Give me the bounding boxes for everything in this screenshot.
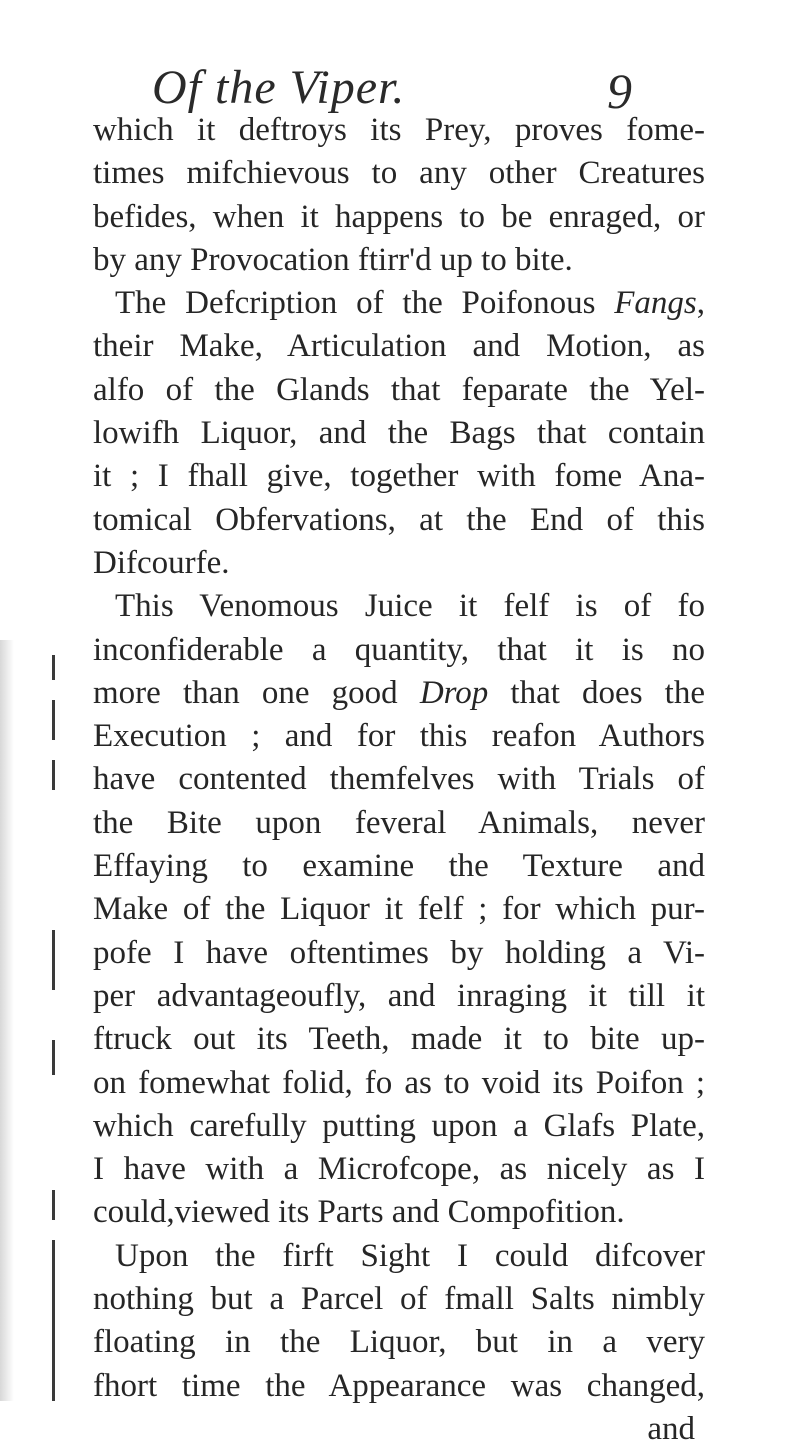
- text-line: could,viewed its Parts and Compofition.: [93, 1194, 625, 1231]
- italic-word-fangs: Fangs: [614, 285, 697, 322]
- text-line: by any Provocation ftirr'd up to bite.: [93, 241, 573, 278]
- text-line: ftruck out its Teeth, made it to bite up-: [93, 1021, 705, 1058]
- text-line: This Venomous Juice it felf is of fo: [115, 588, 705, 625]
- body-text: [93, 109, 705, 1451]
- text-line: it ; I fhall give, together with fome Ana-: [93, 458, 705, 495]
- text-line: tomical Obfervations, at the End of this: [93, 501, 705, 538]
- text-line: Make of the Liquor it felf ; for which pur-: [93, 891, 705, 928]
- text-line: per advantageoufly, and inraging it till it: [93, 977, 705, 1014]
- text-line: floating in the Liquor, but in a very: [93, 1324, 705, 1361]
- text-line: lowifh Liquor, and the Bags that contain: [93, 415, 705, 452]
- text-line: Difcourfe.: [93, 544, 230, 581]
- text-line: times mifchievous to any other Creatures: [93, 155, 705, 192]
- gutter-mark: [52, 700, 55, 740]
- text-line: pofe I have oftentimes by holding a Vi-: [93, 934, 705, 971]
- text-line: nothing but a Parcel of fmall Salts nimbly: [93, 1281, 705, 1318]
- text-line: Upon the firft Sight I could difcover: [115, 1237, 705, 1274]
- text-line: the Bite upon feveral Animals, never: [93, 804, 705, 841]
- gutter-mark: [52, 930, 55, 990]
- gutter-mark: [52, 760, 55, 790]
- text-segment: ,: [696, 285, 706, 322]
- text-line: inconfiderable a quantity, that it is no: [93, 631, 705, 668]
- gutter-mark: [52, 655, 55, 680]
- running-title: Of the Viper.: [152, 61, 406, 114]
- gutter-mark: [52, 1190, 55, 1220]
- text-segment: that does the: [488, 674, 705, 711]
- gutter-mark: [52, 1240, 55, 1401]
- text-line: on fomewhat folid, fo as to void its Poifon ;: [93, 1064, 705, 1101]
- text-line: alfo of the Glands that feparate the Yel-: [93, 371, 705, 408]
- text-line: their Make, Articulation and Motion, as: [93, 328, 705, 365]
- italic-word-drop: Drop: [419, 674, 489, 711]
- text-line: befides, when it happens to be enraged, or: [93, 198, 705, 235]
- text-segment: The Defcription of the Poifonous: [115, 285, 596, 322]
- gutter-mark: [52, 1040, 55, 1075]
- text-line: [93, 282, 705, 325]
- text-line: which carefully putting upon a Glafs Plate,: [93, 1107, 705, 1144]
- page-gutter-shadow: [0, 640, 14, 1401]
- text-line: Effaying to examine the Texture and: [93, 848, 705, 885]
- text-line: Execution ; and for this reafon Authors: [93, 718, 705, 755]
- text-segment: more than one good: [93, 674, 398, 711]
- catchword: and: [647, 1410, 695, 1447]
- text-line: fhort time the Appearance was changed,: [93, 1367, 705, 1404]
- text-line: have contented themfelves with Trials of: [93, 761, 705, 798]
- text-line: which it deftroys its Prey, proves fome-: [93, 112, 705, 148]
- page-number: 9: [607, 63, 632, 119]
- text-line: [93, 672, 705, 715]
- text-line: I have with a Microfcope, as nicely as I: [93, 1151, 705, 1188]
